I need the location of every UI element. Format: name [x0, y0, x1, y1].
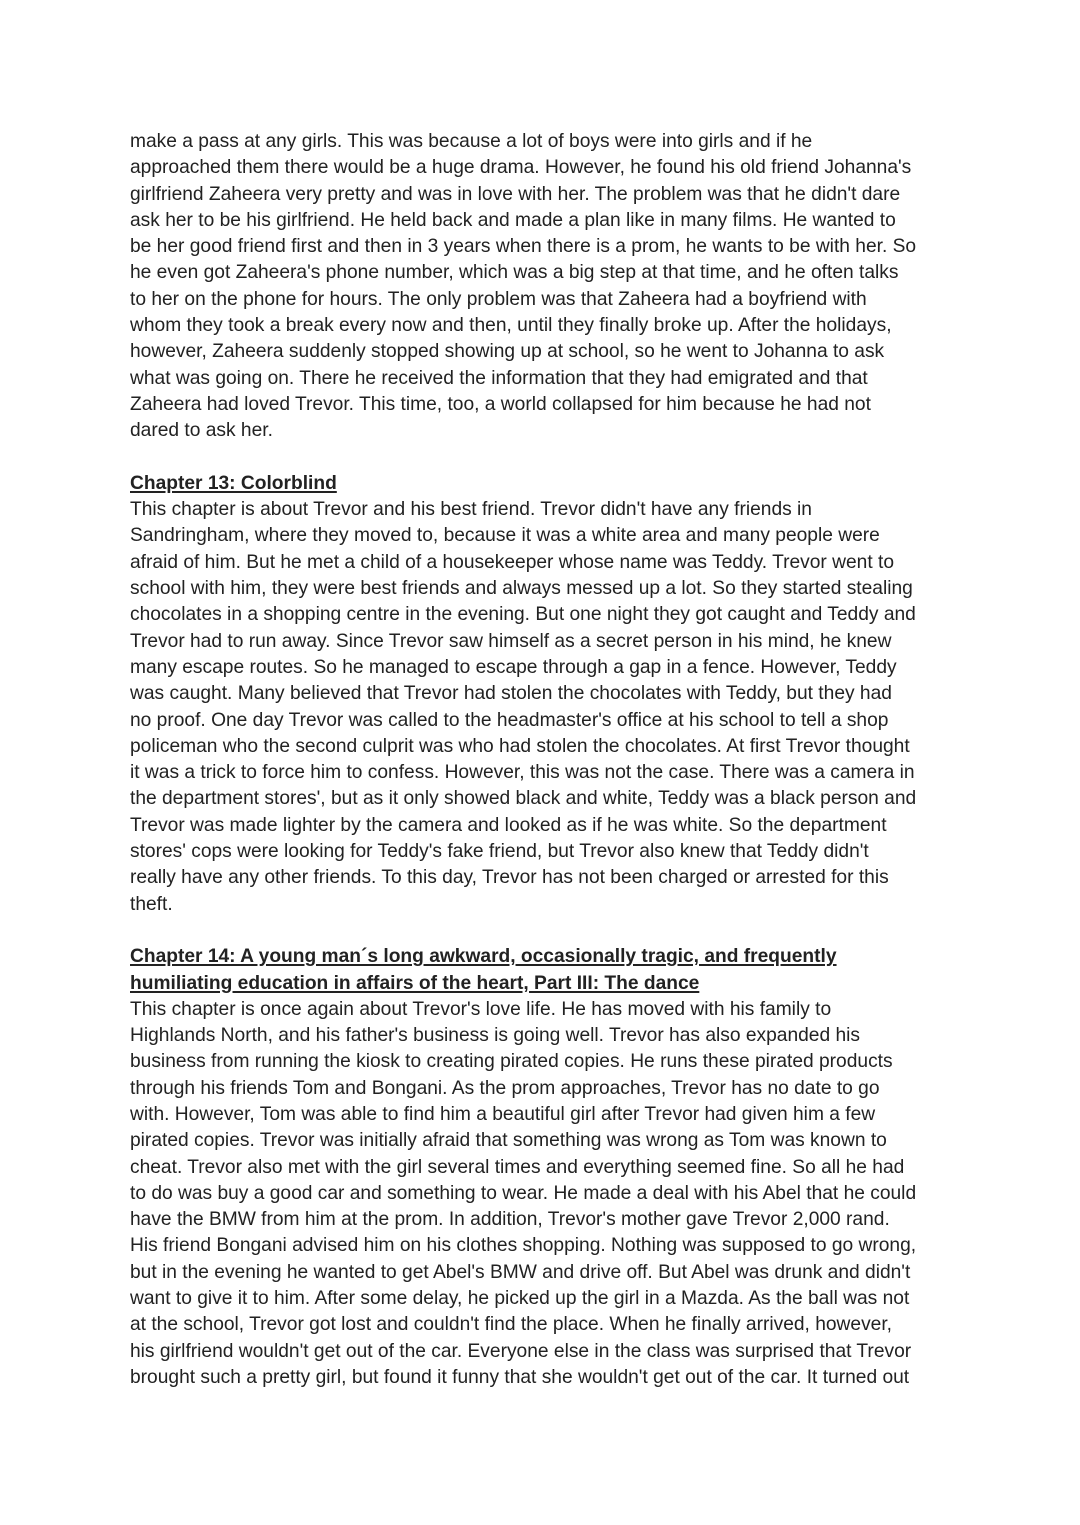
text-line: theft. [130, 893, 173, 915]
chapter-14-body [130, 997, 960, 1391]
text-line: business from running the kiosk to creating pirated copies. He runs these pirated products [130, 1051, 893, 1073]
heading-line: Chapter 13: Colorblind [130, 472, 337, 494]
text-line: but in the evening he wanted to get Abel's BMW and drive off. But Abel was drunk and didn't [130, 1261, 911, 1283]
heading-line: humiliating education in affairs of the heart, Part III: The dance [130, 972, 700, 994]
text-line: stores' cops were looking for Teddy's fake friend, but Trevor also knew that Teddy didn't [130, 841, 869, 863]
text-line: however, Zaheera suddenly stopped showing up at school, so he went to Johanna to ask [130, 341, 885, 363]
text-line: Highlands North, and his father's business is going well. Trevor has also expanded his [130, 1025, 860, 1047]
text-line: school with him, they were best friends and always messed up a lot. So they started stealing [130, 578, 913, 600]
text-line: Trevor was made lighter by the camera and looked as if he was white. So the department [130, 814, 887, 836]
text-line: with. However, Tom was able to find him a beautiful girl after Trevor had given him a few [130, 1103, 876, 1125]
text-line: Trevor had to run away. Since Trevor saw himself as a secret person in his mind, he knew [130, 630, 892, 652]
text-line: girlfriend Zaheera very pretty and was in love with her. The problem was that he didn't dare [130, 183, 901, 205]
chapter-13-body [130, 497, 960, 918]
text-line: through his friends Tom and Bongani. As the prom approaches, Trevor has no date to go [130, 1077, 880, 1099]
text-line: make a pass at any girls. This was because a lot of boys were into girls and if he [130, 131, 813, 152]
text-line: his girlfriend wouldn't get out of the car. Everyone else in the class was surprised that Trevor [130, 1340, 912, 1362]
text-line: approached them there would be a huge drama. However, he found his old friend Johanna's [130, 157, 912, 179]
text-line: chocolates in a shopping centre in the evening. But one night they got caught and Teddy and [130, 604, 916, 626]
text-line: cheat. Trevor also met with the girl several times and everything seemed fine. So all he had [130, 1156, 905, 1178]
text-line: policeman who the second culprit was who had stolen the chocolates. At first Trevor thought [130, 735, 910, 757]
text-line: dared to ask her. [130, 420, 273, 442]
paragraph-gap [130, 918, 960, 944]
intro-paragraph [130, 129, 960, 445]
text-line: to do was buy a good car and something to wear. He made a deal with his Abel that he could [130, 1182, 917, 1204]
text-line: afraid of him. But he met a child of a housekeeper whose name was Teddy. Trevor went to [130, 551, 895, 573]
text-line: want to give it to him. After some delay, he picked up the girl in a Mazda. As the ball was not [130, 1288, 910, 1310]
text-line: brought such a pretty girl, but found it funny that she wouldn't get out of the car. It turned out [130, 1366, 910, 1388]
text-line: to her on the phone for hours. The only problem was that Zaheera had a boyfriend with [130, 288, 867, 310]
text-line: really have any other friends. To this day, Trevor has not been charged or arrested for this [130, 867, 889, 889]
text-line: This chapter is about Trevor and his best friend. Trevor didn't have any friends in [130, 499, 812, 521]
text-line: it was a trick to force him to confess. However, this was not the case. There was a camera in [130, 762, 915, 784]
heading-line: Chapter 14: A young man´s long awkward, occasionally tragic, and frequently [130, 946, 837, 968]
text-line: Zaheera had loved Trevor. This time, too, a world collapsed for him because he had not [130, 393, 871, 415]
text-line: be her good friend first and then in 3 years when there is a prom, he wants to be with her. So [130, 236, 917, 258]
text-line: what was going on. There he received the information that they had emigrated and that [130, 367, 868, 389]
text-line: many escape routes. So he managed to escape through a gap in a fence. However, Teddy [130, 656, 897, 678]
text-line: he even got Zaheera's phone number, which was a big step at that time, and he often talks [130, 262, 899, 284]
text-line: the department stores', but as it only showed black and white, Teddy was a black person and [130, 788, 917, 810]
text-line: pirated copies. Trevor was initially afraid that something was wrong as Tom was known to [130, 1130, 887, 1152]
chapter-13-heading [130, 471, 960, 497]
text-line: ask her to be his girlfriend. He held back and made a plan like in many films. He wanted to [130, 209, 896, 231]
document-page [130, 129, 960, 1391]
text-line: was caught. Many believed that Trevor had stolen the chocolates with Teddy, but they had [130, 683, 892, 705]
text-line: whom they took a break every now and then, until they finally broke up. After the holidays, [130, 315, 892, 337]
text-line: no proof. One day Trevor was called to the headmaster's office at his school to tell a shop [130, 709, 889, 731]
text-line: at the school, Trevor got lost and couldn't find the place. When he finally arrived, however, [130, 1314, 892, 1336]
text-line: This chapter is once again about Trevor's love life. He has moved with his family to [130, 998, 832, 1020]
chapter-14-heading [130, 944, 960, 997]
text-line: His friend Bongani advised him on his clothes shopping. Nothing was supposed to go wrong, [130, 1235, 917, 1257]
paragraph-gap [130, 445, 960, 471]
text-line: have the BMW from him at the prom. In addition, Trevor's mother gave Trevor 2,000 rand. [130, 1209, 890, 1231]
text-line: Sandringham, where they moved to, because it was a white area and many people were [130, 525, 880, 547]
